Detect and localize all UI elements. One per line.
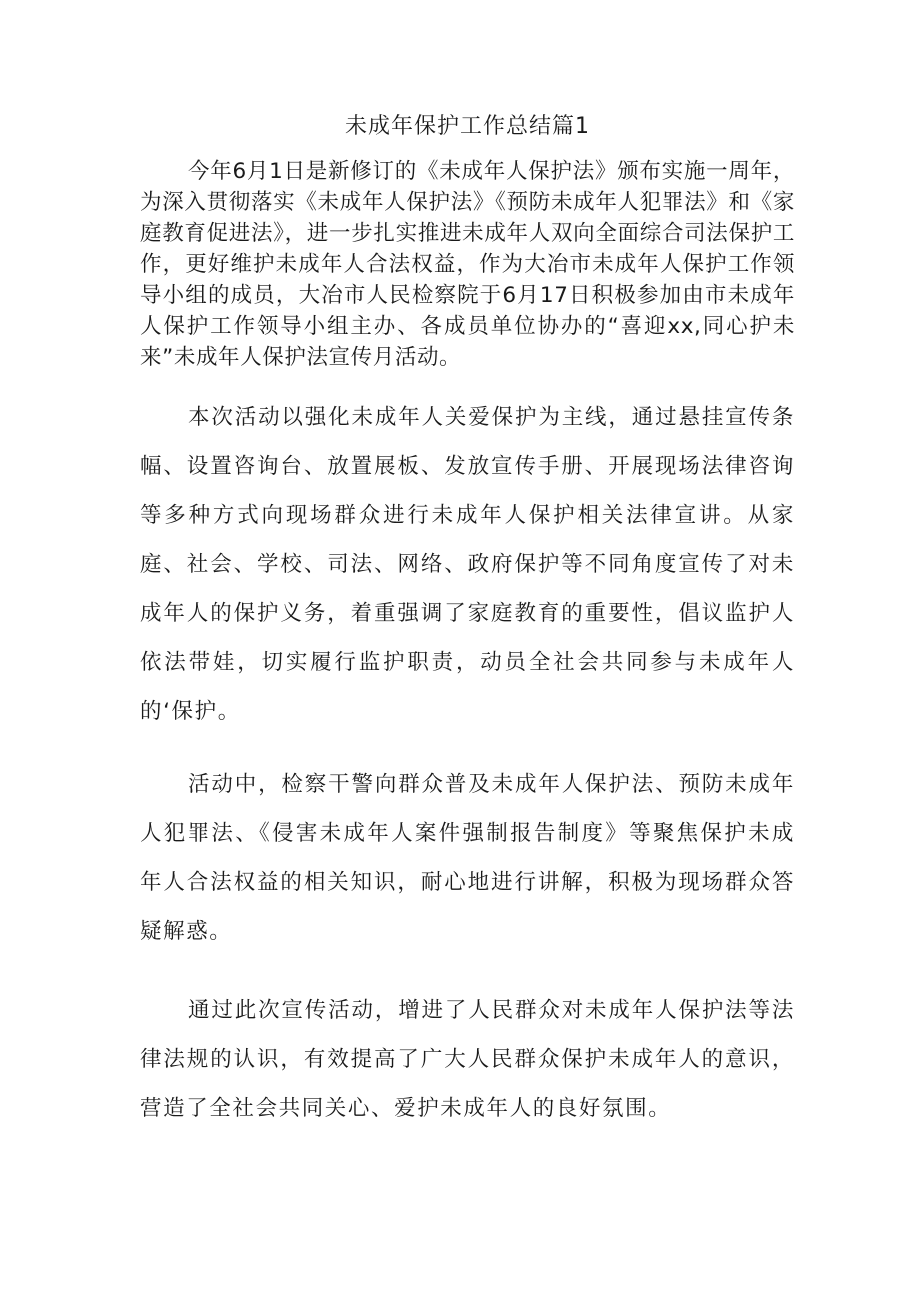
paragraph-4: 通过此次宣传活动，增进了人民群众对未成年人保护法等法律法规的认识，有效提高了广大人民群众保护未成年人的意识，营造了全社会共同关心、爱护未成年人的良好氛围。 — [140, 998, 795, 1121]
document-title: 未成年保护工作总结篇1 — [345, 114, 590, 139]
paragraph-3: 活动中，检察干警向群众普及未成年人保护法、预防未成年人犯罪法、《侵害未成年人案件强制报告制度》等聚焦保护未成年人合法权益的相关知识，耐心地进行讲解，积极为现场群众答疑解惑。 — [140, 772, 795, 944]
document-page — [140, 110, 795, 1133]
paragraph-1: 今年6月1日是新修订的《未成年人保护法》颁布实施一周年，为深入贯彻落实《未成年人保护法》《预防未成年人犯罪法》和《家庭教育促进法》，进一步扎实推进未成年人双向全面综合司法保护工作，更好维护未成年人合法权益，作为大冶市未成年人保护工作领导小组的成员，大冶市人民检察院于6月17日积极参加由市未成年人保护工作领导小组主办、各成员单位协办的“喜迎xx,同心护未来”未成年人保护法宣传月活动。 — [140, 159, 795, 370]
paragraph-2: 本次活动以强化未成年人关爱保护为主线，通过悬挂宣传条幅、设置咨询台、放置展板、发放宣传手册、开展现场法律咨询等多种方式向现场群众进行未成年人保护相关法律宣讲。从家庭、社会、学校、司法、网络、政府保护等不同角度宣传了对未成年人的保护义务，着重强调了家庭教育的重要性，倡议监护人依法带娃，切实履行监护职责，动员全社会共同参与未成年人的‘保护。 — [140, 405, 795, 724]
